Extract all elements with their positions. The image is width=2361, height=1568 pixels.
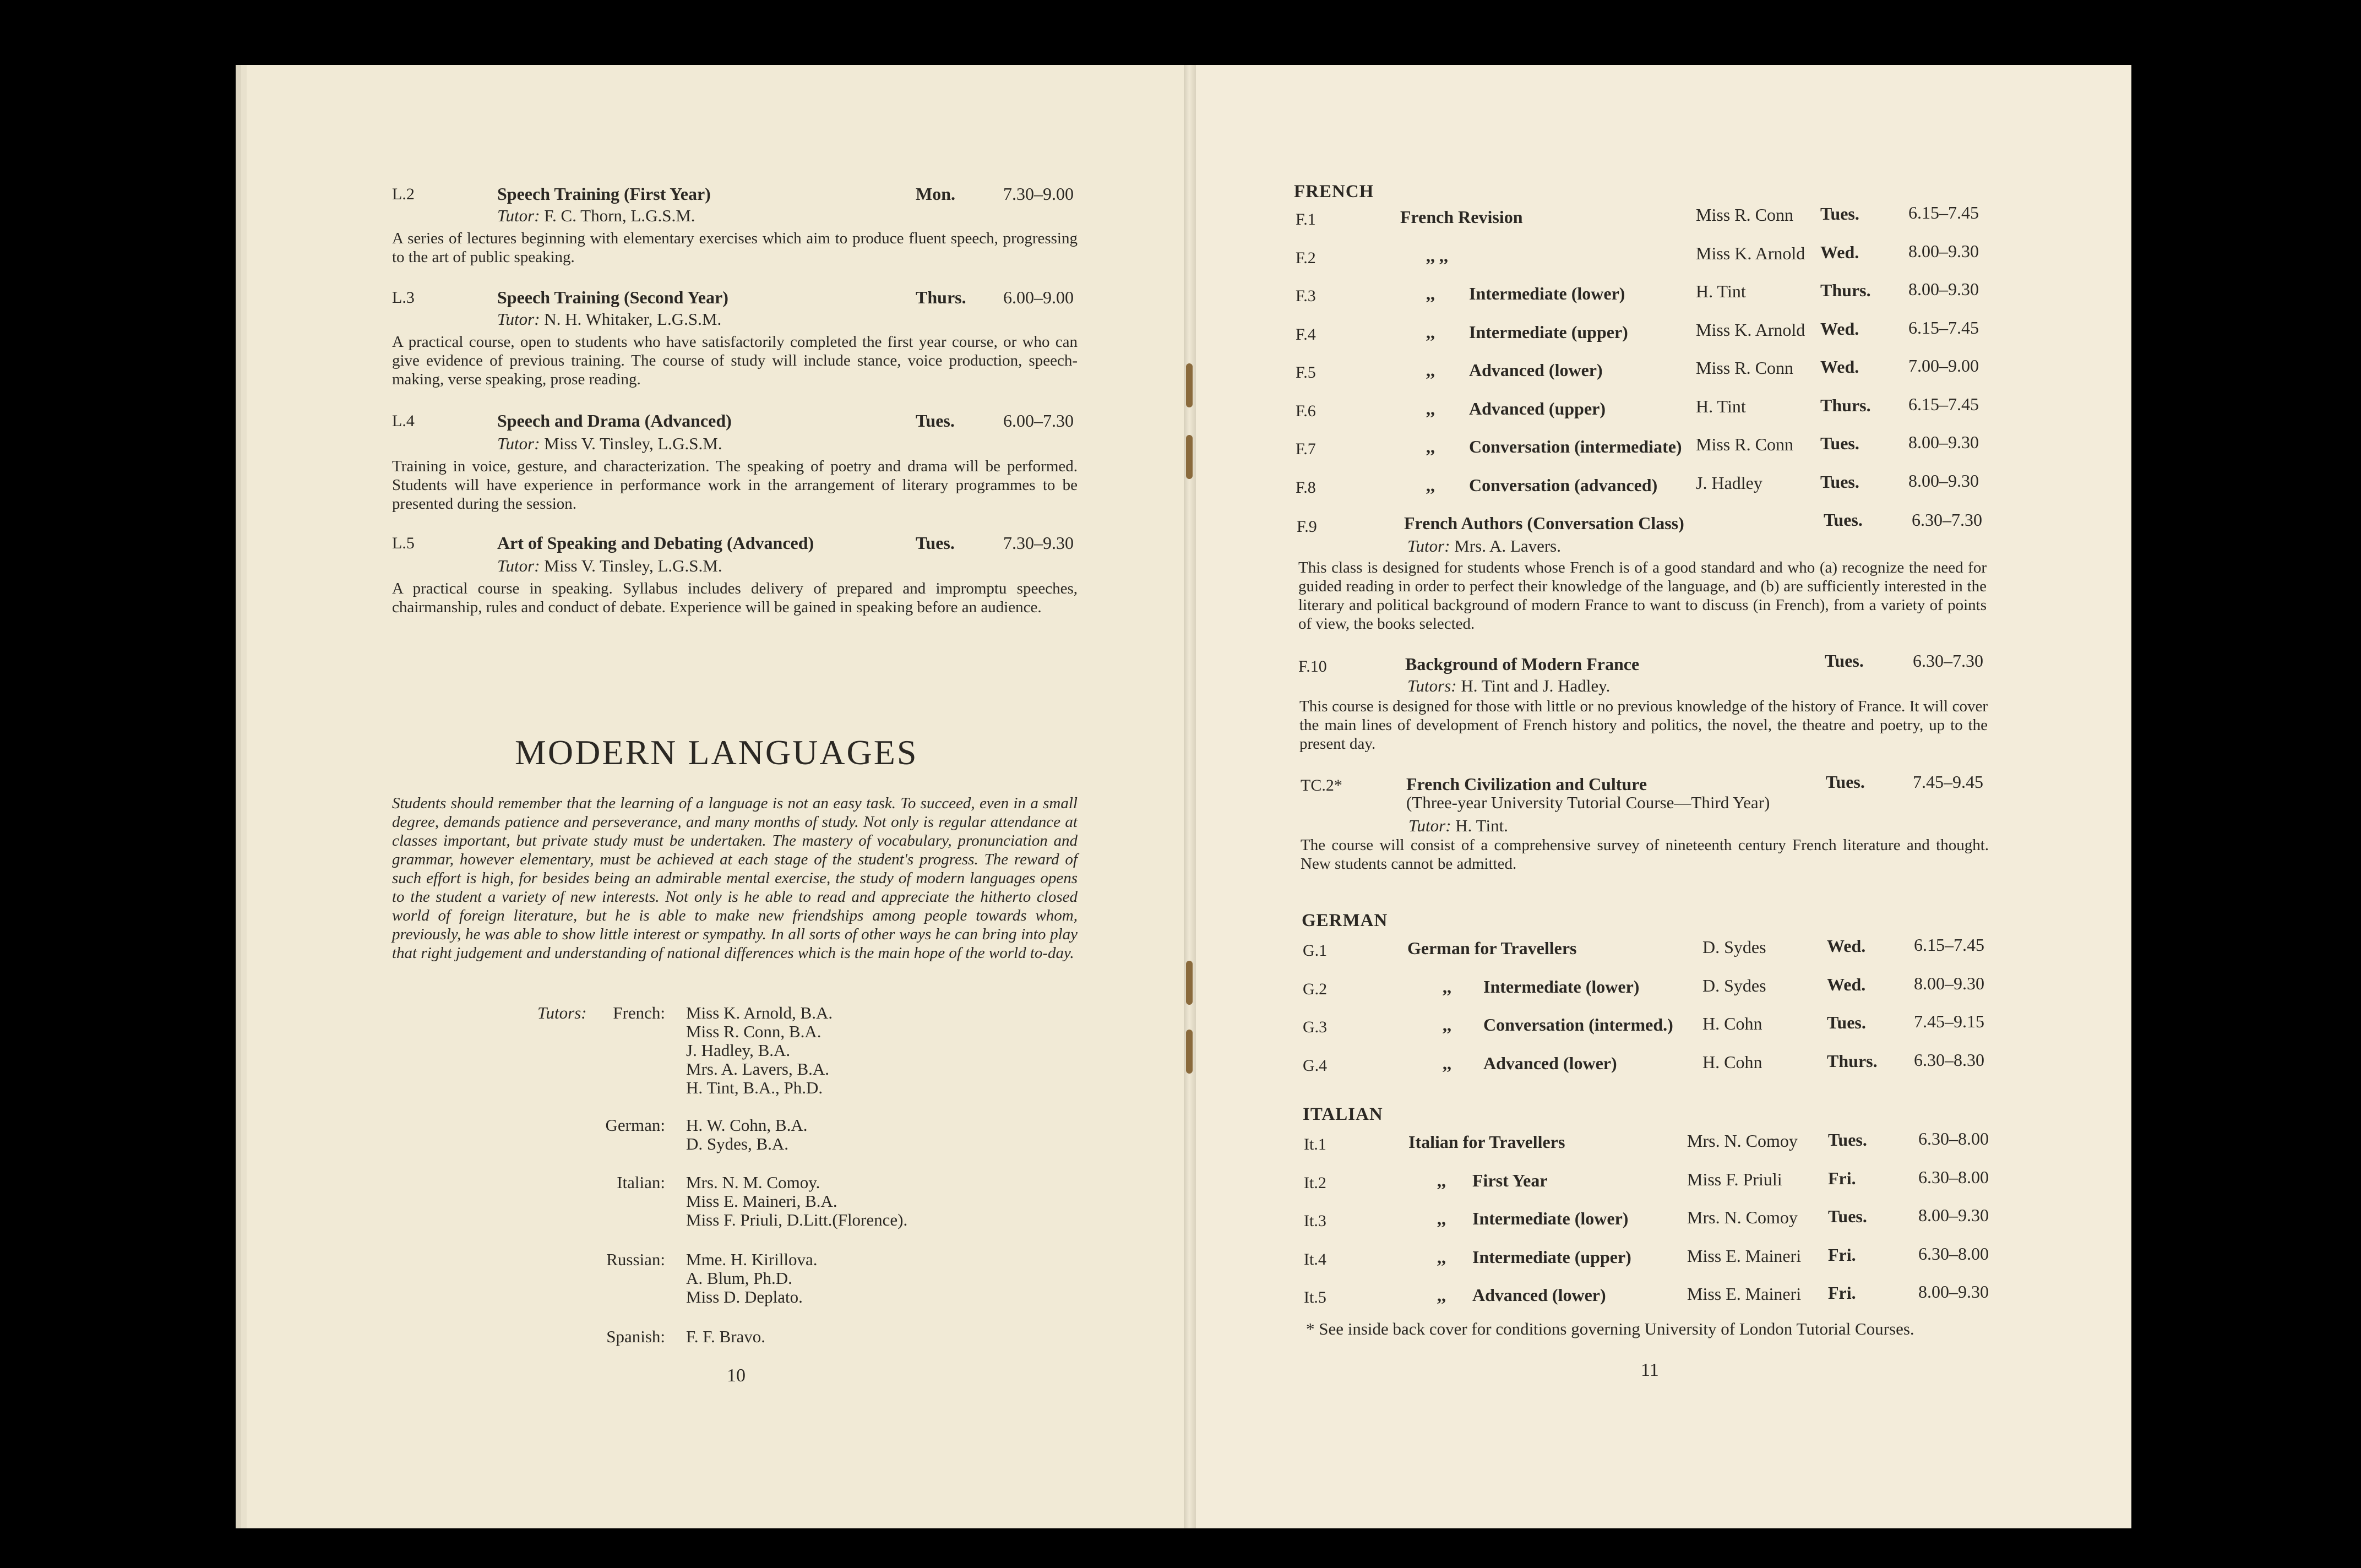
course-title: Advanced (upper) bbox=[1469, 398, 1606, 418]
course-title: French Authors (Conversation Class) bbox=[1404, 513, 1684, 533]
italian-heading: ITALIAN bbox=[1303, 1104, 1383, 1124]
ditto-mark: ,, bbox=[1443, 1053, 1451, 1073]
course-tutor: Miss K. Arnold bbox=[1696, 243, 1805, 263]
binding-stitch bbox=[1186, 961, 1193, 1005]
course-title: Advanced (lower) bbox=[1469, 360, 1603, 380]
course-subtitle: (Three-year University Tutorial Course—Third Year) bbox=[1406, 793, 1770, 812]
tutor-language: Italian: bbox=[617, 1173, 665, 1192]
course-code: F.10 bbox=[1298, 657, 1327, 676]
tutor-language: French: bbox=[613, 1003, 665, 1022]
course-day: Wed. bbox=[1820, 242, 1859, 262]
course-code: G.4 bbox=[1303, 1056, 1328, 1075]
course-tutor: D. Sydes bbox=[1702, 937, 1766, 957]
course-tutor: Tutor: Miss V. Tinsley, L.G.S.M. bbox=[497, 556, 722, 575]
course-code: F.6 bbox=[1296, 401, 1316, 420]
binding-stitch bbox=[1186, 363, 1193, 407]
course-day: Tues. bbox=[916, 411, 955, 431]
course-time: 7.00–9.00 bbox=[1908, 356, 1979, 375]
course-code: TC.2* bbox=[1301, 776, 1342, 794]
course-title: Intermediate (upper) bbox=[1469, 322, 1628, 342]
course-time: 8.00–9.30 bbox=[1908, 241, 1979, 261]
tutor-name: Miss F. Priuli, D.Litt.(Florence). bbox=[686, 1210, 908, 1229]
course-day: Fri. bbox=[1828, 1283, 1856, 1303]
course-time: 7.30–9.30 bbox=[1003, 533, 1074, 553]
course-time: 8.00–9.30 bbox=[1908, 279, 1979, 299]
ditto-mark: ,, bbox=[1437, 1170, 1446, 1190]
course-code: F.1 bbox=[1296, 210, 1316, 228]
course-day: Tues. bbox=[1824, 510, 1863, 530]
course-day: Wed. bbox=[1820, 357, 1859, 377]
tutor-name: Miss R. Conn, B.A. bbox=[686, 1022, 822, 1041]
tutor-name: Miss K. Arnold, B.A. bbox=[686, 1003, 833, 1022]
course-time: 6.30–7.30 bbox=[1912, 510, 1982, 530]
ditto-mark: ,, bbox=[1426, 398, 1435, 418]
course-time: 6.30–7.30 bbox=[1913, 651, 1983, 671]
ditto-mark: ,, bbox=[1426, 284, 1435, 303]
course-title: Speech Training (First Year) bbox=[497, 184, 711, 204]
course-title: Conversation (intermed.) bbox=[1483, 1015, 1673, 1035]
tutor-name: J. Hadley, B.A. bbox=[686, 1041, 791, 1060]
ditto-mark: ,, bbox=[1426, 437, 1435, 456]
course-day: Tues. bbox=[916, 533, 955, 553]
course-time: 6.15–7.45 bbox=[1914, 935, 1984, 955]
course-tutor: H. Tint bbox=[1696, 396, 1746, 416]
course-tutor: H. Cohn bbox=[1702, 1052, 1762, 1072]
course-time: 6.00–7.30 bbox=[1003, 411, 1074, 431]
tutor-name: A. Blum, Ph.D. bbox=[686, 1268, 792, 1288]
tutor-name: D. Sydes, B.A. bbox=[686, 1134, 789, 1153]
ditto-mark: ,, ,, bbox=[1426, 245, 1448, 265]
ditto-mark: ,, bbox=[1443, 976, 1451, 997]
tutor-language: Spanish: bbox=[606, 1327, 665, 1346]
course-title: Speech Training (Second Year) bbox=[497, 287, 728, 307]
course-tutor: Tutor: H. Tint. bbox=[1408, 816, 1508, 835]
course-tutor: Miss E. Maineri bbox=[1687, 1284, 1802, 1304]
course-time: 6.15–7.45 bbox=[1908, 317, 1979, 337]
course-time: 6.30–8.00 bbox=[1918, 1167, 1989, 1187]
ditto-mark: ,, bbox=[1437, 1208, 1446, 1228]
course-description: The course will consist of a comprehensive survey of nineteenth century French literature and thought. New students cannot be admitted. bbox=[1301, 836, 1989, 873]
course-time: 7.45–9.15 bbox=[1914, 1011, 1984, 1031]
course-tutor: Mrs. N. Comoy bbox=[1687, 1131, 1798, 1151]
course-title: French Revision bbox=[1400, 207, 1523, 227]
course-day: Tues. bbox=[1828, 1130, 1867, 1150]
course-time: 8.00–9.30 bbox=[1914, 973, 1984, 993]
course-tutor: Miss R. Conn bbox=[1696, 358, 1793, 378]
course-code: G.3 bbox=[1303, 1018, 1328, 1036]
course-day: Wed. bbox=[1827, 974, 1866, 994]
course-code: F.3 bbox=[1296, 287, 1316, 305]
course-description: This class is designed for students whose French is of a good standard and who (a) recognize the need for guided reading in order to perfect their knowledge of the language, and (b) are sufficiently interested in the literary and political background of modern France to want to discuss (in French), from a variety of points of view, the books selected. bbox=[1298, 559, 1987, 633]
course-day: Tues. bbox=[1827, 1012, 1866, 1032]
course-tutor: Tutor: F. C. Thorn, L.G.S.M. bbox=[497, 206, 695, 225]
tutor-language: German: bbox=[605, 1115, 665, 1135]
course-title: Intermediate (lower) bbox=[1483, 976, 1640, 997]
course-day: Tues. bbox=[1828, 1206, 1867, 1226]
course-time: 6.30–8.00 bbox=[1918, 1243, 1989, 1264]
course-day: Wed. bbox=[1827, 936, 1866, 956]
tutor-language: Russian: bbox=[606, 1250, 665, 1269]
course-tutor: Tutor: N. H. Whitaker, L.G.S.M. bbox=[497, 309, 722, 329]
course-code: L.3 bbox=[392, 288, 415, 307]
tutor-name: Mrs. A. Lavers, B.A. bbox=[686, 1059, 830, 1079]
tutor-name: H. W. Cohn, B.A. bbox=[686, 1115, 808, 1135]
course-code: G.1 bbox=[1303, 941, 1328, 960]
course-code: It.3 bbox=[1304, 1212, 1326, 1230]
course-description: A series of lectures beginning with elementary exercises which aim to produce fluent speech, progressing to the art of public speaking. bbox=[392, 230, 1078, 266]
course-description: A practical course, open to students who have satisfactorily completed the first year course, or who can give evidence of previous training. The course of study will include stance, voice production, speech-making, verse speaking, prose reading. bbox=[392, 333, 1078, 388]
book-spine bbox=[1184, 65, 1196, 1528]
course-tutor: Miss K. Arnold bbox=[1696, 319, 1805, 340]
course-title: Advanced (lower) bbox=[1472, 1285, 1606, 1305]
course-time: 6.00–9.00 bbox=[1003, 287, 1074, 307]
course-tutor: Tutors: H. Tint and J. Hadley. bbox=[1407, 676, 1611, 695]
course-day: Tues. bbox=[1825, 651, 1864, 671]
course-title: Background of Modern France bbox=[1405, 654, 1640, 674]
ditto-mark: ,, bbox=[1426, 322, 1435, 342]
course-title: Intermediate (lower) bbox=[1472, 1208, 1629, 1228]
tutor-name: F. F. Bravo. bbox=[686, 1327, 766, 1346]
course-code: It.1 bbox=[1304, 1135, 1326, 1153]
course-time: 6.30–8.00 bbox=[1918, 1129, 1989, 1148]
course-code: F.8 bbox=[1296, 478, 1316, 497]
course-day: Wed. bbox=[1820, 318, 1859, 339]
course-time: 7.30–9.00 bbox=[1003, 184, 1074, 204]
tutor-name: Miss E. Maineri, B.A. bbox=[686, 1191, 837, 1211]
course-title: Conversation (advanced) bbox=[1469, 475, 1658, 495]
course-title: French Civilization and Culture bbox=[1406, 774, 1647, 794]
course-code: L.4 bbox=[392, 412, 415, 430]
course-tutor: Tutor: Mrs. A. Lavers. bbox=[1407, 536, 1562, 556]
course-code: F.5 bbox=[1296, 363, 1316, 382]
course-title: German for Travellers bbox=[1407, 938, 1577, 958]
course-day: Fri. bbox=[1828, 1168, 1856, 1188]
course-code: G.2 bbox=[1303, 979, 1328, 998]
course-title: Advanced (lower) bbox=[1483, 1053, 1617, 1073]
course-title: First Year bbox=[1472, 1170, 1548, 1190]
ditto-mark: ,, bbox=[1426, 360, 1435, 380]
intro-paragraph: Students should remember that the learning of a language is not an easy task. To succeed, even in a small degree, demands patience and perseverance, and many months of study. Not only is regular attendance at classes important, but private study must be undertaken. The mastery of vocabulary, pronunciation and grammar, however elementary, must be achieved at each stage of the student's progress. The reward of such effort is high, for besides being an admirable mental exercise, the study of modern languages opens to the student a variety of new interests. Not only is he able to read and appreciate the hitherto closed world of foreign literature, but he is able to make new friendships among people towards whom, previously, he was able to show little interest or sympathy. In all sorts of other ways he can bring into play that right judgement and understanding of national differences which is the main hope of the world to-day. bbox=[392, 794, 1078, 962]
tutor-name: Mrs. N. M. Comoy. bbox=[686, 1173, 820, 1192]
section-heading: MODERN LANGUAGES bbox=[515, 733, 918, 772]
binding-stitch bbox=[1186, 1030, 1193, 1074]
course-time: 8.00–9.30 bbox=[1918, 1282, 1989, 1302]
course-code: F.2 bbox=[1296, 248, 1316, 267]
course-time: 7.45–9.45 bbox=[1913, 772, 1983, 792]
course-code: F.7 bbox=[1296, 440, 1316, 458]
course-day: Thurs. bbox=[1820, 395, 1871, 415]
course-title: Art of Speaking and Debating (Advanced) bbox=[497, 533, 814, 553]
course-tutor: D. Sydes bbox=[1702, 975, 1766, 995]
course-code: F.4 bbox=[1296, 325, 1316, 344]
tutor-name: H. Tint, B.A., Ph.D. bbox=[686, 1078, 823, 1097]
page-number: 11 bbox=[1641, 1360, 1659, 1380]
course-tutor: Miss E. Maineri bbox=[1687, 1245, 1802, 1266]
course-time: 6.15–7.45 bbox=[1908, 203, 1979, 222]
course-title: Speech and Drama (Advanced) bbox=[497, 411, 732, 431]
course-code: L.5 bbox=[392, 534, 415, 552]
ditto-mark: ,, bbox=[1437, 1285, 1446, 1305]
course-day: Thurs. bbox=[1827, 1050, 1878, 1071]
course-tutor: H. Tint bbox=[1696, 281, 1746, 301]
course-day: Mon. bbox=[916, 184, 955, 204]
course-description: This course is designed for those with little or no previous knowledge of the history of France. It will cover the main lines of development of French history and politics, the novel, the theatre and poetry, up to the present day. bbox=[1299, 698, 1988, 753]
course-code: It.2 bbox=[1304, 1173, 1326, 1192]
tutors-label: Tutors: bbox=[537, 1003, 587, 1022]
course-description: Training in voice, gesture, and characterization. The speaking of poetry and drama will be performed. Students will have experience in performance work in the arrangement of literary programmes to be presented during the session. bbox=[392, 458, 1078, 513]
course-tutor: J. Hadley bbox=[1696, 472, 1762, 493]
course-tutor: Tutor: Miss V. Tinsley, L.G.S.M. bbox=[497, 434, 722, 453]
course-time: 8.00–9.30 bbox=[1918, 1205, 1989, 1225]
french-heading: FRENCH bbox=[1294, 182, 1374, 202]
page-number: 10 bbox=[727, 1365, 746, 1386]
course-code: L.2 bbox=[392, 185, 415, 203]
course-day: Tues. bbox=[1820, 433, 1859, 453]
course-day: Thurs. bbox=[916, 287, 966, 307]
course-day: Thurs. bbox=[1820, 280, 1871, 300]
ditto-mark: ,, bbox=[1437, 1246, 1446, 1267]
course-title: Italian for Travellers bbox=[1408, 1132, 1565, 1152]
ditto-mark: ,, bbox=[1426, 475, 1435, 495]
course-day: Tues. bbox=[1820, 471, 1859, 492]
tutor-name: Miss D. Deplato. bbox=[686, 1287, 803, 1306]
course-tutor: Miss R. Conn bbox=[1696, 205, 1793, 225]
course-code: F.9 bbox=[1297, 518, 1317, 536]
course-tutor: H. Cohn bbox=[1702, 1014, 1762, 1033]
course-day: Tues. bbox=[1826, 772, 1865, 792]
course-day: Tues. bbox=[1820, 204, 1859, 224]
course-tutor: Miss R. Conn bbox=[1696, 434, 1793, 454]
course-description: A practical course in speaking. Syllabus includes delivery of prepared and impromptu speeches, chairmanship, rules and conduct of debate. Experience will be gained in speaking before an audience. bbox=[392, 580, 1078, 616]
binding-stitch bbox=[1186, 435, 1193, 479]
ditto-mark: ,, bbox=[1443, 1015, 1451, 1035]
course-title: Intermediate (upper) bbox=[1472, 1246, 1631, 1267]
course-time: 6.15–7.45 bbox=[1908, 394, 1979, 414]
course-day: Fri. bbox=[1828, 1244, 1856, 1265]
course-title: Intermediate (lower) bbox=[1469, 284, 1625, 303]
course-time: 6.30–8.30 bbox=[1914, 1049, 1984, 1070]
course-title: Conversation (intermediate) bbox=[1469, 437, 1682, 456]
german-heading: GERMAN bbox=[1302, 911, 1388, 930]
course-time: 8.00–9.30 bbox=[1908, 432, 1979, 452]
course-code: It.4 bbox=[1304, 1250, 1326, 1268]
footnote: * See inside back cover for conditions governing University of London Tutorial Courses. bbox=[1306, 1319, 1914, 1338]
course-code: It.5 bbox=[1304, 1288, 1326, 1306]
course-time: 8.00–9.30 bbox=[1908, 470, 1979, 491]
tutor-name: Mme. H. Kirillova. bbox=[686, 1250, 818, 1269]
course-tutor: Miss F. Priuli bbox=[1687, 1169, 1782, 1189]
course-tutor: Mrs. N. Comoy bbox=[1687, 1207, 1798, 1227]
